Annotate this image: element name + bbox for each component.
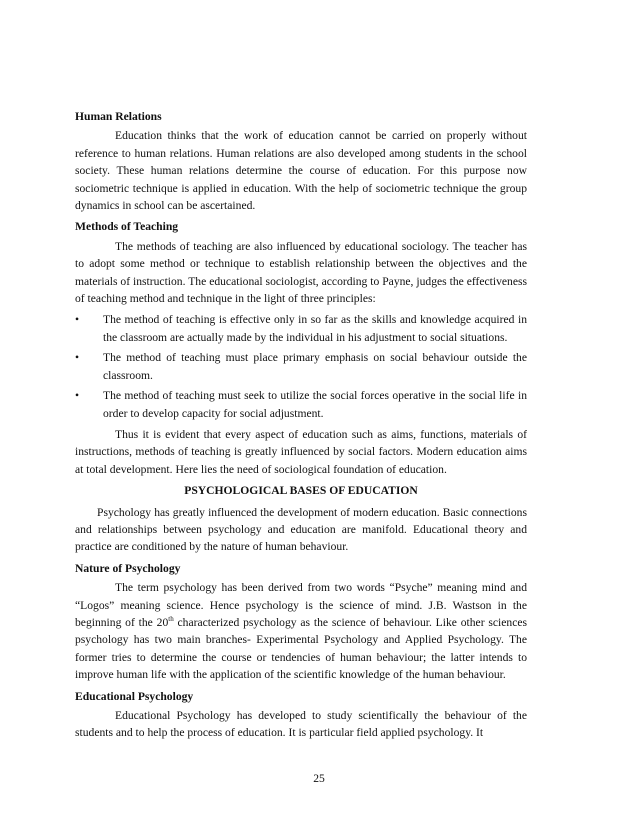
paragraph-methods-conclusion: Thus it is evident that every aspect of education such as aims, functions, materials of instructions, methods of teaching is greatly influenced by social factors. Modern education aims at total development. Here lies the need of sociological foundation of education.: [75, 427, 527, 476]
list-item: [75, 387, 527, 422]
list-item: [75, 311, 527, 346]
bullet-icon: •: [75, 351, 80, 365]
section-title-psychological-bases: PSYCHOLOGICAL BASES OF EDUCATION: [184, 484, 418, 498]
paragraph-human-relations: Education thinks that the work of education cannot be carried on properly without reference to human relations. Human relations are also developed among students in the school society. These human relations determine the course of education. For this purpose now sociometric technique is applied in education. With the help of sociometric technique the group dynamics in school can be ascertained.: [75, 129, 527, 213]
paragraph-educational-psychology: Educational Psychology has developed to study scientifically the behaviour of the students and to help the process of education. It is particular field applied psychology. It: [75, 709, 527, 740]
paragraph-nature-of-psychology: [75, 579, 527, 683]
document-page: [75, 108, 527, 746]
paragraph-psychological-bases: Psychology has greatly influenced the development of modern education. Basic connections and relationships between psychology and education are manifold. Educational theory and practice are conditioned by the nature of human behaviour.: [75, 505, 527, 554]
list-item: [75, 349, 527, 384]
nature-text-part1: The term psychology has been derived from two words “Psyche” meaning mind and “Logos” meaning science. Hence psychology is the science of mind. J.B. Wastson in the beginning of the 20: [75, 581, 527, 629]
list-item-text: The method of teaching must place primary emphasis on social behaviour outside the classroom.: [103, 351, 527, 382]
paragraph-methods-intro: The methods of teaching are also influenced by educational sociology. The teacher has to adopt some method or technique to establish relationship between the objectives and the materials of instruction. The educational sociologist, according to Payne, judges the effectiveness of teaching method and technique in the light of three principles:: [75, 239, 527, 306]
heading-educational-psychology: Educational Psychology: [75, 689, 194, 703]
heading-methods-of-teaching: Methods of Teaching: [75, 220, 179, 234]
list-item-text: The method of teaching is effective only in so far as the skills and knowledge acquired in the classroom are actually made by the individual in his adjustment to social situations.: [103, 313, 527, 344]
list-item-text: The method of teaching must seek to utilize the social forces operative in the social life in order to develop capacity for social adjustment.: [103, 389, 527, 420]
page-number: 25: [313, 772, 325, 785]
heading-human-relations: Human Relations: [75, 110, 162, 123]
bullet-icon: •: [75, 389, 80, 403]
heading-nature-of-psychology: Nature of Psychology: [75, 561, 181, 575]
nature-text-part2: characterized psychology as the science of behaviour. Like other sciences psychology has two main branches- Experimental Psychology and Applied Psychology. The former tries to determine the course or tendencies of human behaviour; the latter intends to improve human life with the application of the scientific knowledge of the human behaviour.: [75, 615, 528, 682]
bullet-icon: •: [75, 313, 80, 327]
superscript-th: th: [168, 615, 174, 624]
principles-list: [75, 311, 527, 421]
